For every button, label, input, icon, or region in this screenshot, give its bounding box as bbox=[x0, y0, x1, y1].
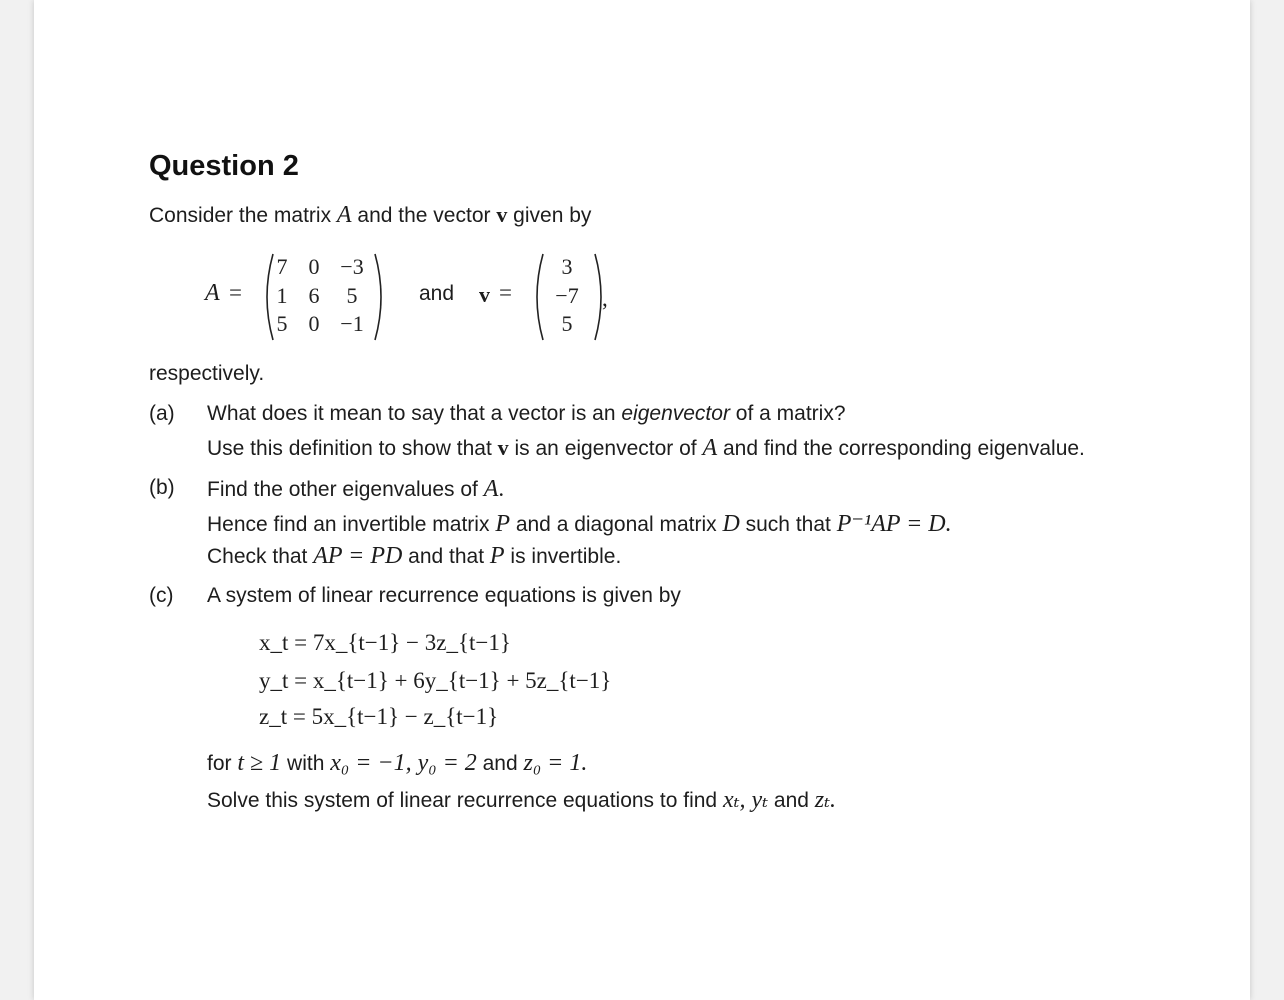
matrix-display: A = 7 0 −3 1 6 5 5 0 −1 and v = 3 −7 5 , bbox=[149, 250, 749, 344]
matrix-a-cell: 6 bbox=[308, 283, 320, 308]
matrix-a-cell: 5 bbox=[346, 283, 358, 308]
part-c-conditions: for t ≥ 1 with x₀ = −1, y₀ = 2 and z₀ = 1. bbox=[207, 750, 588, 776]
vector-v-cell: 3 bbox=[561, 254, 573, 279]
part-a-line1: What does it mean to say that a vector is an eigenvector of a matrix? bbox=[207, 402, 846, 425]
question-title: Question 2 bbox=[149, 150, 299, 182]
equation-z: z_t = 5x_{t−1} − z_{t−1} bbox=[259, 704, 499, 729]
vector-v-cell: 5 bbox=[561, 311, 573, 336]
part-a-line2: Use this definition to show that v is an eigenvector of A and find the corresponding eigenvalue. bbox=[207, 435, 1085, 461]
matrix-a-cell: −3 bbox=[340, 254, 364, 279]
matrix-a-cell: 1 bbox=[276, 283, 288, 308]
part-c-solve: Solve this system of linear recurrence equations to find xₜ, yₜ and zₜ. bbox=[207, 787, 837, 813]
equation-y: y_t = x_{t−1} + 6y_{t−1} + 5z_{t−1} bbox=[259, 668, 612, 693]
respectively-text: respectively. bbox=[149, 362, 265, 385]
part-b-line3: Check that AP = PD and that P is invertible. bbox=[207, 543, 622, 569]
matrix-a bbox=[259, 250, 389, 344]
document-page bbox=[34, 0, 1250, 1000]
part-b-line1: Find the other eigenvalues of A. bbox=[207, 476, 505, 502]
intro-line: Consider the matrix A and the vector v given by bbox=[149, 202, 592, 228]
matrix-a-cell: 7 bbox=[276, 254, 288, 279]
matrix-a-cell: 0 bbox=[308, 254, 320, 279]
equation-x: x_t = 7x_{t−1} − 3z_{t−1} bbox=[259, 630, 511, 655]
matrix-a-cell: 0 bbox=[308, 311, 320, 336]
part-c-label: (c) bbox=[149, 584, 174, 607]
part-b-label: (b) bbox=[149, 476, 175, 499]
matrix-a-cell: 5 bbox=[276, 311, 288, 336]
part-a-label: (a) bbox=[149, 402, 175, 425]
part-c-line1: A system of linear recurrence equations is given by bbox=[207, 584, 681, 607]
trailing-comma: , bbox=[602, 286, 608, 311]
matrix-a-cell: −1 bbox=[340, 311, 364, 336]
vector-v-cell: −7 bbox=[555, 283, 579, 308]
vector-v bbox=[529, 250, 609, 344]
part-b-line2: Hence find an invertible matrix P and a diagonal matrix D such that P⁻¹AP = D. bbox=[207, 511, 952, 537]
and-word: and bbox=[419, 282, 455, 305]
